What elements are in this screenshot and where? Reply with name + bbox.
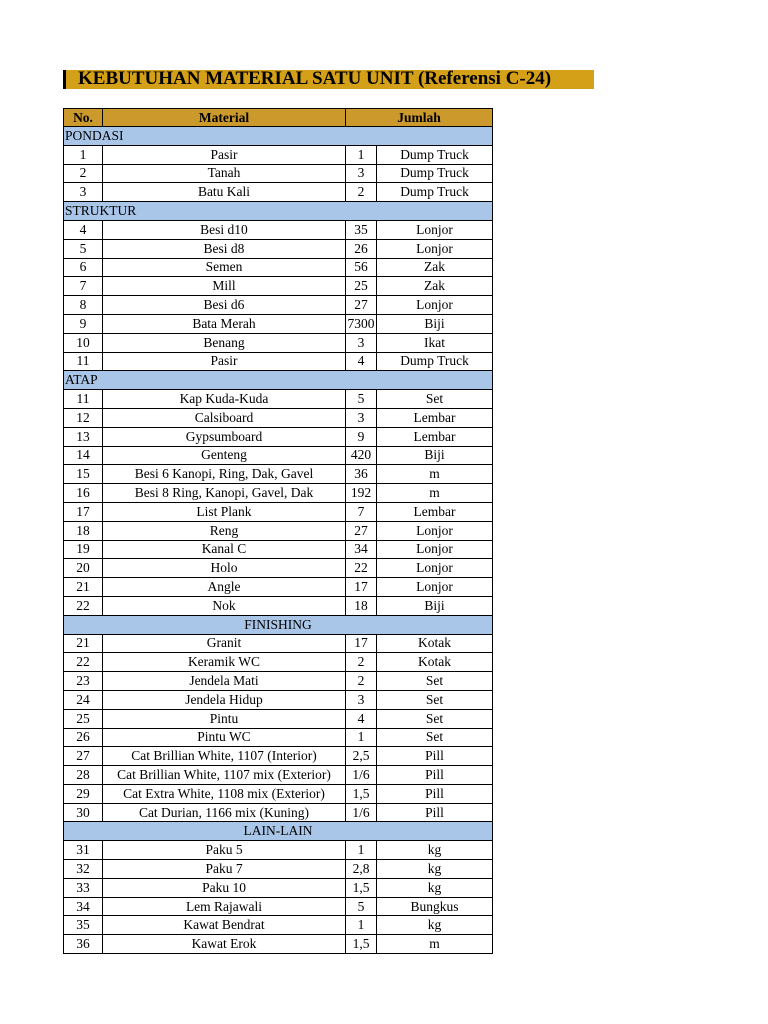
row-material: Pasir xyxy=(103,145,346,164)
row-no: 16 xyxy=(64,484,103,503)
table-row xyxy=(64,728,493,747)
row-material: Paku 10 xyxy=(103,878,346,897)
table-row xyxy=(64,841,493,860)
row-qty: 3 xyxy=(346,690,377,709)
row-qty: 26 xyxy=(346,239,377,258)
row-material: Kawat Bendrat xyxy=(103,916,346,935)
row-material: Besi d10 xyxy=(103,220,346,239)
row-no: 25 xyxy=(64,709,103,728)
row-unit: Set xyxy=(377,690,493,709)
row-no: 24 xyxy=(64,690,103,709)
row-material: Pasir xyxy=(103,352,346,371)
row-unit: Pill xyxy=(377,784,493,803)
row-material: Besi 6 Kanopi, Ring, Dak, Gavel xyxy=(103,465,346,484)
table-row xyxy=(64,484,493,503)
section-row xyxy=(64,822,493,841)
row-unit: Lonjor xyxy=(377,578,493,597)
row-material: Paku 5 xyxy=(103,841,346,860)
section-title: STRUKTUR xyxy=(64,202,493,221)
row-unit: Pill xyxy=(377,766,493,785)
row-qty: 5 xyxy=(346,897,377,916)
row-material: Reng xyxy=(103,521,346,540)
row-qty: 22 xyxy=(346,559,377,578)
row-no: 8 xyxy=(64,296,103,315)
row-no: 9 xyxy=(64,314,103,333)
row-material: Pintu xyxy=(103,709,346,728)
row-qty: 2,8 xyxy=(346,860,377,879)
row-unit: Kotak xyxy=(377,634,493,653)
row-unit: Dump Truck xyxy=(377,183,493,202)
row-unit: kg xyxy=(377,878,493,897)
row-qty: 2 xyxy=(346,672,377,691)
row-material: Bata Merah xyxy=(103,314,346,333)
material-table xyxy=(63,108,493,954)
section-row xyxy=(64,202,493,221)
row-qty: 1 xyxy=(346,145,377,164)
row-unit: Dump Truck xyxy=(377,164,493,183)
row-unit: Lonjor xyxy=(377,540,493,559)
row-qty: 27 xyxy=(346,296,377,315)
row-qty: 7300 xyxy=(346,314,377,333)
row-qty: 3 xyxy=(346,164,377,183)
row-material: Angle xyxy=(103,578,346,597)
table-row xyxy=(64,766,493,785)
row-unit: Set xyxy=(377,672,493,691)
row-qty: 2,5 xyxy=(346,747,377,766)
row-qty: 1 xyxy=(346,916,377,935)
table-row xyxy=(64,634,493,653)
row-qty: 25 xyxy=(346,277,377,296)
row-material: Benang xyxy=(103,333,346,352)
row-qty: 7 xyxy=(346,502,377,521)
row-no: 22 xyxy=(64,653,103,672)
row-qty: 27 xyxy=(346,521,377,540)
row-no: 22 xyxy=(64,596,103,615)
row-qty: 18 xyxy=(346,596,377,615)
row-qty: 35 xyxy=(346,220,377,239)
row-unit: Kotak xyxy=(377,653,493,672)
row-no: 13 xyxy=(64,427,103,446)
table-row xyxy=(64,164,493,183)
row-material: Paku 7 xyxy=(103,860,346,879)
table-row xyxy=(64,145,493,164)
row-no: 15 xyxy=(64,465,103,484)
row-qty: 34 xyxy=(346,540,377,559)
row-material: Granit xyxy=(103,634,346,653)
row-material: Mill xyxy=(103,277,346,296)
section-title: LAIN-LAIN xyxy=(64,822,493,841)
row-unit: Bungkus xyxy=(377,897,493,916)
row-qty: 17 xyxy=(346,634,377,653)
row-material: Jendela Mati xyxy=(103,672,346,691)
section-row xyxy=(64,615,493,634)
row-material: Genteng xyxy=(103,446,346,465)
header-material: Material xyxy=(103,109,346,127)
table-row xyxy=(64,408,493,427)
section-title: PONDASI xyxy=(64,127,493,146)
table-row xyxy=(64,935,493,954)
table-row xyxy=(64,446,493,465)
row-qty: 1,5 xyxy=(346,878,377,897)
table-row xyxy=(64,784,493,803)
header-jumlah: Jumlah xyxy=(346,109,493,127)
table-row xyxy=(64,559,493,578)
table-row xyxy=(64,709,493,728)
table-header-row xyxy=(64,109,493,127)
table-row xyxy=(64,803,493,822)
row-no: 6 xyxy=(64,258,103,277)
row-unit: Pill xyxy=(377,803,493,822)
row-qty: 5 xyxy=(346,390,377,409)
row-qty: 4 xyxy=(346,352,377,371)
section-title: FINISHING xyxy=(64,615,493,634)
row-material: Cat Extra White, 1108 mix (Exterior) xyxy=(103,784,346,803)
row-material: Holo xyxy=(103,559,346,578)
row-qty: 192 xyxy=(346,484,377,503)
table-row xyxy=(64,878,493,897)
row-no: 21 xyxy=(64,578,103,597)
table-row xyxy=(64,916,493,935)
row-material: Kawat Erok xyxy=(103,935,346,954)
row-no: 26 xyxy=(64,728,103,747)
row-material: Tanah xyxy=(103,164,346,183)
row-no: 27 xyxy=(64,747,103,766)
row-material: List Plank xyxy=(103,502,346,521)
row-no: 14 xyxy=(64,446,103,465)
row-material: Pintu WC xyxy=(103,728,346,747)
row-material: Besi d6 xyxy=(103,296,346,315)
row-unit: kg xyxy=(377,860,493,879)
row-unit: Set xyxy=(377,390,493,409)
row-material: Cat Durian, 1166 mix (Kuning) xyxy=(103,803,346,822)
row-no: 12 xyxy=(64,408,103,427)
row-no: 23 xyxy=(64,672,103,691)
row-qty: 3 xyxy=(346,408,377,427)
row-material: Calsiboard xyxy=(103,408,346,427)
row-unit: Dump Truck xyxy=(377,352,493,371)
table-row xyxy=(64,860,493,879)
row-unit: Lonjor xyxy=(377,521,493,540)
row-no: 31 xyxy=(64,841,103,860)
row-qty: 2 xyxy=(346,653,377,672)
row-qty: 1/6 xyxy=(346,803,377,822)
table-row xyxy=(64,314,493,333)
section-row xyxy=(64,371,493,390)
row-unit: Dump Truck xyxy=(377,145,493,164)
row-qty: 9 xyxy=(346,427,377,446)
row-material: Besi 8 Ring, Kanopi, Gavel, Dak xyxy=(103,484,346,503)
row-no: 20 xyxy=(64,559,103,578)
row-no: 35 xyxy=(64,916,103,935)
row-qty: 420 xyxy=(346,446,377,465)
row-no: 7 xyxy=(64,277,103,296)
row-material: Cat Brillian White, 1107 mix (Exterior) xyxy=(103,766,346,785)
row-qty: 56 xyxy=(346,258,377,277)
row-no: 1 xyxy=(64,145,103,164)
row-qty: 36 xyxy=(346,465,377,484)
row-unit: Lonjor xyxy=(377,220,493,239)
table-row xyxy=(64,747,493,766)
row-unit: Zak xyxy=(377,277,493,296)
row-no: 21 xyxy=(64,634,103,653)
row-no: 3 xyxy=(64,183,103,202)
row-unit: Pill xyxy=(377,747,493,766)
row-no: 36 xyxy=(64,935,103,954)
section-row xyxy=(64,127,493,146)
row-unit: Lonjor xyxy=(377,296,493,315)
row-qty: 1,5 xyxy=(346,935,377,954)
row-material: Semen xyxy=(103,258,346,277)
row-no: 10 xyxy=(64,333,103,352)
row-material: Cat Brillian White, 1107 (Interior) xyxy=(103,747,346,766)
row-material: Kanal C xyxy=(103,540,346,559)
row-unit: Lonjor xyxy=(377,559,493,578)
table-row xyxy=(64,352,493,371)
row-unit: Lembar xyxy=(377,502,493,521)
table-row xyxy=(64,540,493,559)
row-no: 19 xyxy=(64,540,103,559)
row-unit: Set xyxy=(377,728,493,747)
title-bar xyxy=(63,70,594,89)
row-material: Batu Kali xyxy=(103,183,346,202)
row-material: Besi d8 xyxy=(103,239,346,258)
row-no: 5 xyxy=(64,239,103,258)
row-material: Nok xyxy=(103,596,346,615)
table-row xyxy=(64,521,493,540)
row-no: 11 xyxy=(64,352,103,371)
table-row xyxy=(64,690,493,709)
row-no: 4 xyxy=(64,220,103,239)
row-material: Jendela Hidup xyxy=(103,690,346,709)
row-unit: Ikat xyxy=(377,333,493,352)
page-title: KEBUTUHAN MATERIAL SATU UNIT (Referensi C-24) xyxy=(78,68,552,89)
table-row xyxy=(64,653,493,672)
table-row xyxy=(64,502,493,521)
row-no: 32 xyxy=(64,860,103,879)
table-row xyxy=(64,390,493,409)
table-row xyxy=(64,296,493,315)
row-unit: Biji xyxy=(377,446,493,465)
table-row xyxy=(64,596,493,615)
row-qty: 3 xyxy=(346,333,377,352)
row-material: Kap Kuda-Kuda xyxy=(103,390,346,409)
section-title: ATAP xyxy=(64,371,493,390)
row-unit: Biji xyxy=(377,314,493,333)
table-row xyxy=(64,277,493,296)
row-unit: Set xyxy=(377,709,493,728)
row-no: 29 xyxy=(64,784,103,803)
row-unit: Lembar xyxy=(377,427,493,446)
row-qty: 2 xyxy=(346,183,377,202)
row-unit: kg xyxy=(377,841,493,860)
table-row xyxy=(64,578,493,597)
table-row xyxy=(64,427,493,446)
table-row xyxy=(64,897,493,916)
row-no: 34 xyxy=(64,897,103,916)
table-row xyxy=(64,183,493,202)
row-no: 28 xyxy=(64,766,103,785)
row-unit: m xyxy=(377,935,493,954)
header-no: No. xyxy=(64,109,103,127)
row-material: Keramik WC xyxy=(103,653,346,672)
row-qty: 1/6 xyxy=(346,766,377,785)
row-unit: m xyxy=(377,484,493,503)
row-qty: 17 xyxy=(346,578,377,597)
row-material: Gypsumboard xyxy=(103,427,346,446)
row-qty: 4 xyxy=(346,709,377,728)
row-no: 17 xyxy=(64,502,103,521)
table-row xyxy=(64,220,493,239)
table-row xyxy=(64,465,493,484)
row-no: 11 xyxy=(64,390,103,409)
row-unit: m xyxy=(377,465,493,484)
row-no: 30 xyxy=(64,803,103,822)
table-row xyxy=(64,333,493,352)
row-unit: Biji xyxy=(377,596,493,615)
row-unit: Lembar xyxy=(377,408,493,427)
row-unit: kg xyxy=(377,916,493,935)
material-table-body xyxy=(64,109,493,954)
row-qty: 1 xyxy=(346,841,377,860)
row-no: 2 xyxy=(64,164,103,183)
row-qty: 1 xyxy=(346,728,377,747)
row-no: 33 xyxy=(64,878,103,897)
table-row xyxy=(64,258,493,277)
row-qty: 1,5 xyxy=(346,784,377,803)
table-row xyxy=(64,672,493,691)
row-material: Lem Rajawali xyxy=(103,897,346,916)
table-row xyxy=(64,239,493,258)
row-unit: Lonjor xyxy=(377,239,493,258)
row-no: 18 xyxy=(64,521,103,540)
row-unit: Zak xyxy=(377,258,493,277)
